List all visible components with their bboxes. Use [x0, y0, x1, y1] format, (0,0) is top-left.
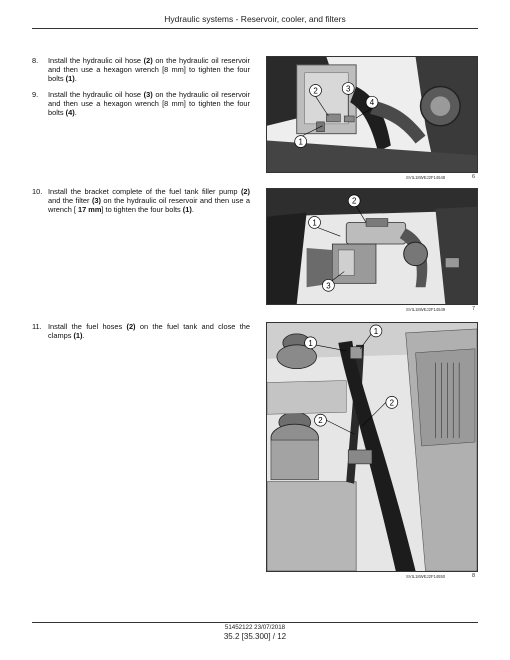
callout-label: 3: [346, 84, 351, 94]
step-text: Install the hydraulic oil hose (3) on the hydraulic oil reservoir and then use a hexagon wrench [8 mm] to tighten the four bolts (4).: [48, 90, 250, 117]
step-text: Install the fuel hoses (2) on the fuel tank and close the clamps (1).: [48, 322, 250, 340]
figure-8-illustration: [267, 323, 477, 571]
callout-label: 1: [373, 326, 379, 336]
figure-8-photo: [266, 322, 478, 572]
callout-label: 2: [389, 398, 395, 408]
callout-label: 1: [298, 137, 303, 147]
step-11: [32, 322, 250, 340]
footer-document-id: 51452122 23/07/2018: [224, 624, 286, 631]
step-10: [32, 187, 250, 214]
figure-number: 6: [472, 174, 476, 180]
callout-label: 2: [313, 86, 318, 96]
figure-6-illustration: [267, 57, 477, 172]
step-9: [32, 90, 250, 117]
step-text: Install the bracket complete of the fuel tank filler pump (2) and the filter (3) on the hydraulic oil reservoir and then use a wrench [ 17 mm] to tighten the four bolts (1).: [48, 187, 251, 214]
step-number: 9.: [32, 90, 39, 99]
step-number: 11.: [32, 322, 42, 331]
page-header-title: Hydraulic systems - Reservoir, cooler, and filters: [164, 14, 346, 24]
callout-label: 2: [318, 416, 323, 426]
callout-label: 4: [369, 98, 375, 108]
figure-7-illustration: [267, 189, 477, 304]
figure-6-photo: [266, 56, 478, 173]
figure-ref-code: SVIL18WEJ2F14550: [406, 574, 446, 579]
header-divider: [32, 28, 478, 29]
figure-number: 7: [472, 306, 476, 312]
figure-ref-code: SVIL18WEJ2F14548: [406, 175, 446, 180]
step-number: 10.: [32, 187, 43, 196]
step-8: [32, 56, 250, 83]
footer-page-number: 35.2 [35.300] / 12: [223, 632, 287, 641]
step-text: Install the hydraulic oil hose (2) on the hydraulic oil reservoir and then use a hexagon wrench [8 mm] to tighten the four bolts (1).: [48, 56, 250, 83]
figure-ref-code: SVIL18WEJ2F14549: [406, 307, 446, 312]
figure-number: 8: [472, 573, 476, 579]
footer-divider: [32, 622, 478, 623]
step-number: 8.: [32, 56, 39, 65]
figure-7-photo: [266, 188, 478, 305]
callout-label: 2: [351, 196, 357, 206]
callout-label: 1: [312, 218, 317, 228]
callout-label: 3: [326, 281, 331, 291]
callout-label: 1: [308, 338, 313, 348]
